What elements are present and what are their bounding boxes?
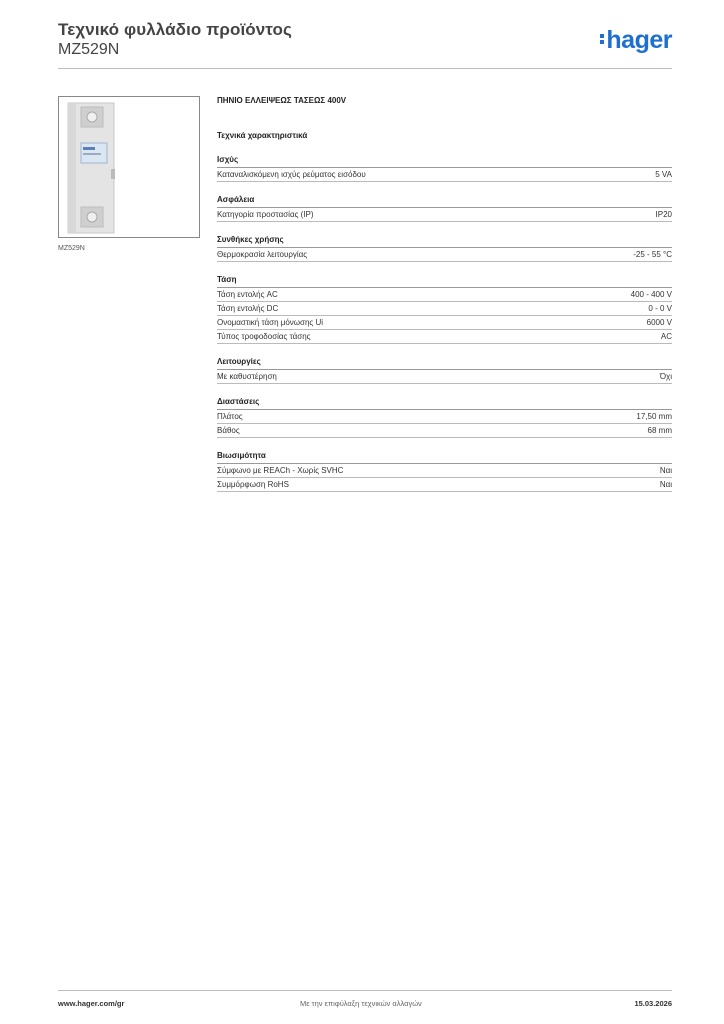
header-divider (58, 68, 672, 69)
spec-section-voltage (217, 275, 672, 344)
spec-value: 68 mm (647, 426, 672, 435)
spec-row (217, 478, 672, 492)
spec-label: Σύμφωνο με REACh - Χωρίς SVHC (217, 466, 344, 475)
spec-section-conditions (217, 235, 672, 262)
spec-label: Θερμοκρασία λειτουργίας (217, 250, 308, 259)
section-title: Τάση (217, 275, 672, 288)
footer-website-link[interactable]: www.hager.com/gr (58, 999, 125, 1008)
spec-label: Κατηγορία προστασίας (IP) (217, 210, 314, 219)
spec-value: 400 - 400 V (630, 290, 672, 299)
spec-row (217, 424, 672, 438)
spec-value: Ναι (659, 466, 672, 475)
spec-row (217, 288, 672, 302)
spec-label: Βάθος (217, 426, 240, 435)
section-title: Λειτουργίες (217, 357, 672, 370)
section-title: Συνθήκες χρήσης (217, 235, 672, 248)
spec-value: 17,50 mm (636, 412, 672, 421)
spec-row (217, 330, 672, 344)
spec-row (217, 410, 672, 424)
spec-section-safety (217, 195, 672, 222)
spec-value: -25 - 55 °C (633, 250, 672, 259)
spec-content (217, 96, 672, 505)
spec-row (217, 248, 672, 262)
spec-value: 6000 V (646, 318, 672, 327)
spec-label: Τύπος τροφοδοσίας τάσης (217, 332, 311, 341)
spec-section-dimensions (217, 397, 672, 438)
spec-label: Τάση εντολής DC (217, 304, 279, 313)
spec-row (217, 168, 672, 182)
spec-row (217, 370, 672, 384)
spec-row (217, 316, 672, 330)
logo-text: hager (606, 26, 672, 54)
spec-label: Συμμόρφωση RoHS (217, 480, 289, 489)
spec-label: Ονομαστική τάση μόνωσης Ui (217, 318, 324, 327)
spec-value: Ναι (659, 480, 672, 489)
spec-section-power (217, 155, 672, 182)
document-title: Τεχνικό φυλλάδιο προϊόντος (58, 20, 292, 39)
product-image (58, 96, 200, 238)
footer-date: 15.03.2026 (634, 999, 672, 1008)
image-caption: MZ529N (58, 245, 85, 252)
spec-section-sustainability (217, 451, 672, 492)
tech-specs-heading: Τεχνικά χαρακτηριστικά (217, 131, 308, 140)
spec-label: Με καθυστέρηση (217, 372, 277, 381)
spec-row (217, 302, 672, 316)
spec-value: AC (660, 332, 672, 341)
spec-label: Πλάτος (217, 412, 243, 421)
spec-section-functions (217, 357, 672, 384)
spec-label: Τάση εντολής AC (217, 290, 278, 299)
circuit-breaker-device-image (59, 97, 199, 237)
spec-value: 0 - 0 V (648, 304, 672, 313)
section-title: Ισχύς (217, 155, 672, 168)
section-title: Βιωσιμότητα (217, 451, 672, 464)
product-code: MZ529N (58, 41, 120, 58)
page-header (58, 20, 672, 68)
spec-row (217, 464, 672, 478)
spec-value: Όχι (659, 372, 672, 381)
hager-logo (600, 26, 672, 55)
product-name: ΠΗΝΙΟ ΕΛΛΕΙΨΕΩΣ ΤΑΣΕΩΣ 400V (217, 96, 347, 105)
footer-divider (58, 990, 672, 991)
logo-dots-icon (600, 32, 604, 46)
section-title: Ασφάλεια (217, 195, 672, 208)
spec-value: 5 VA (655, 170, 672, 179)
section-title: Διαστάσεις (217, 397, 672, 410)
footer-notice: Με την επιφύλαξη τεχνικών αλλαγών (300, 999, 422, 1008)
spec-row (217, 208, 672, 222)
spec-label: Καταναλισκόμενη ισχύς ρεύματος εισόδου (217, 170, 366, 179)
spec-value: IP20 (655, 210, 672, 219)
